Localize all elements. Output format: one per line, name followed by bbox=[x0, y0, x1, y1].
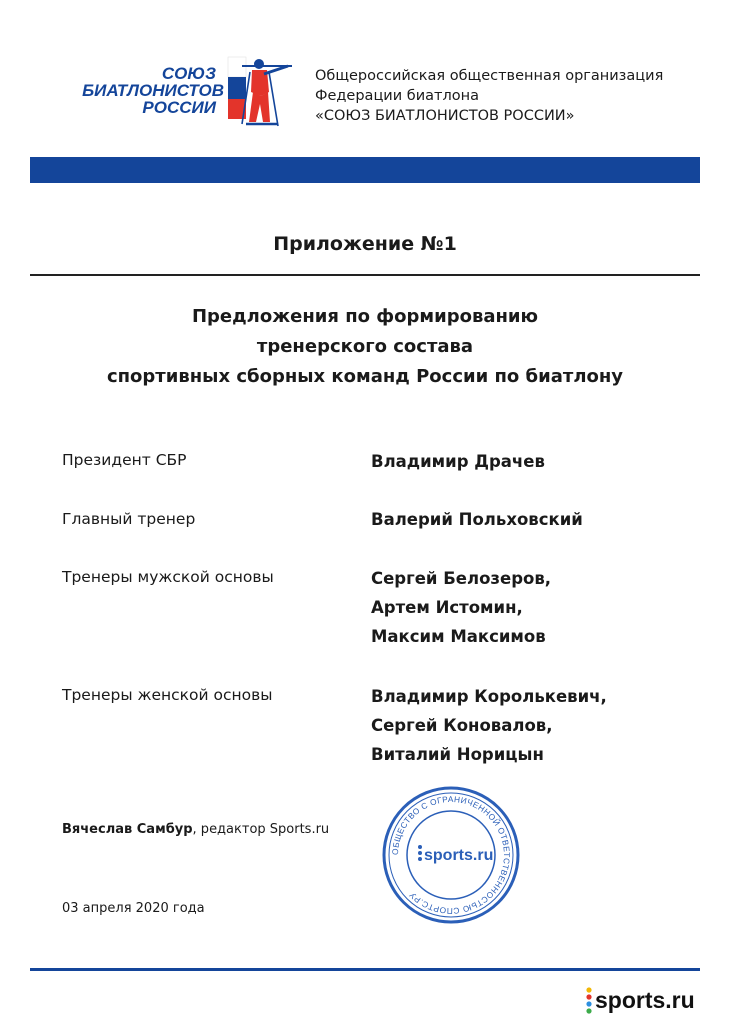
role-label-head-coach: Главный тренер bbox=[62, 510, 196, 528]
person-name: Владимир Королькевич, bbox=[371, 687, 607, 706]
role-label-men-coaches: Тренеры мужской основы bbox=[62, 568, 274, 586]
person-name: Сергей Белозеров, bbox=[371, 569, 552, 588]
role-names-women-coaches bbox=[371, 682, 607, 769]
person-name: Максим Максимов bbox=[371, 627, 546, 646]
stamp-logo bbox=[418, 845, 493, 864]
person-name: Артем Истомин, bbox=[371, 598, 523, 617]
org-line: Общероссийская общественная организация bbox=[315, 68, 664, 84]
author-role: , редактор Sports.ru bbox=[192, 822, 330, 837]
role-label-women-coaches: Тренеры женской основы bbox=[62, 686, 273, 704]
logo-line-2: БИАТЛОНИСТОВ bbox=[82, 81, 224, 100]
person-name: Виталий Норицын bbox=[371, 745, 544, 764]
person-name: Владимир Драчев bbox=[371, 452, 545, 471]
appendix-title: Приложение №1 bbox=[273, 233, 457, 255]
role-names-president bbox=[371, 447, 545, 476]
company-stamp bbox=[380, 784, 522, 926]
org-line: «СОЮЗ БИАТЛОНИСТОВ РОССИИ» bbox=[315, 108, 575, 124]
logo-line-3: РОССИИ bbox=[142, 98, 216, 117]
document-date: 03 апреля 2020 года bbox=[62, 901, 205, 916]
role-names-head-coach bbox=[371, 505, 583, 534]
role-label-president: Президент СБР bbox=[62, 451, 187, 469]
person-name: Сергей Коновалов, bbox=[371, 716, 553, 735]
footer-divider bbox=[30, 968, 700, 971]
sports-ru-logo bbox=[585, 984, 700, 1014]
title-line: тренерского состава bbox=[256, 336, 474, 357]
brand-text: sports.ru bbox=[595, 987, 695, 1013]
role-names-men-coaches bbox=[371, 564, 551, 651]
svg-text:sports.ru: sports.ru bbox=[424, 847, 494, 864]
person-name: Валерий Польховский bbox=[371, 510, 583, 529]
author-line bbox=[62, 822, 329, 837]
logo-line-1: СОЮЗ bbox=[161, 64, 216, 83]
author-name: Вячеслав Самбур bbox=[62, 822, 193, 837]
title-line: спортивных сборных команд России по биатлону bbox=[106, 366, 624, 387]
org-line: Федерации биатлона bbox=[315, 88, 479, 104]
stamp-ring-text: ОБЩЕСТВО С ОГРАНИЧЕННОЙ ОТВЕТСТВЕННОСТЬЮ СПОРТС.РУ bbox=[389, 793, 513, 917]
title-line: Предложения по формированию bbox=[191, 306, 539, 327]
